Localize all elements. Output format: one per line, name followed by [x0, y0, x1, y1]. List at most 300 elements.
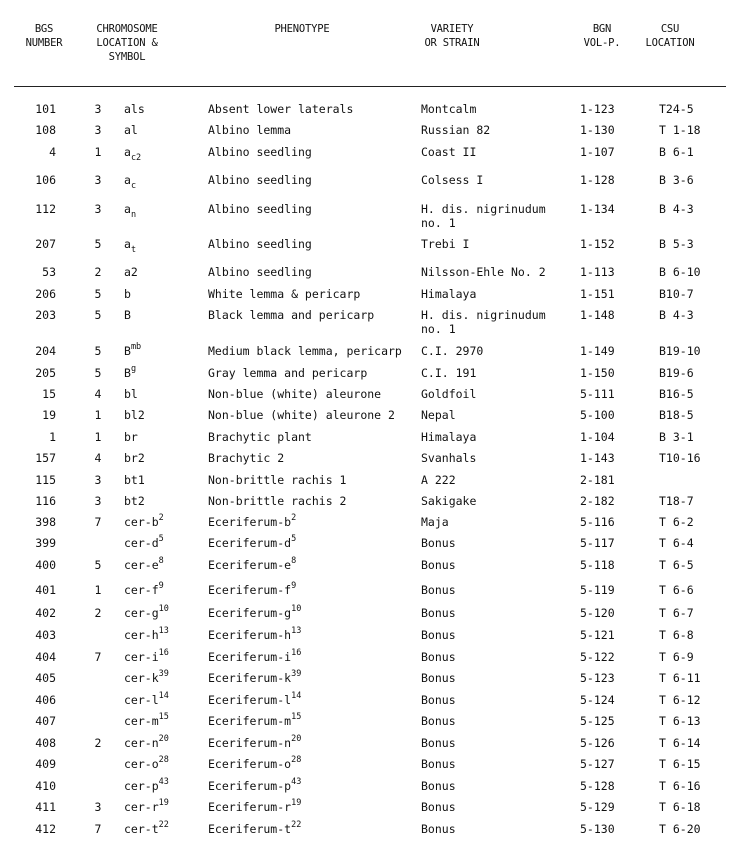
bgn-vol-page-cell — [580, 736, 615, 750]
chromosome-cell-text: 3 — [94, 123, 102, 137]
variety-cell-text: Maja — [421, 515, 449, 529]
bgs-number-cell-text: 115 — [35, 473, 56, 487]
chromosome-cell-text: 1 — [94, 145, 102, 159]
phenotype-cell-text: Eceriferum-r — [208, 800, 292, 814]
phenotype-cell-text: Absent lower laterals — [208, 102, 354, 116]
bgs-number-cell-text: 399 — [35, 536, 56, 550]
variety-cell — [421, 822, 456, 836]
csu-location-cell-text: T 6-12 — [659, 693, 701, 707]
chromosome-cell-text: 3 — [94, 202, 102, 216]
symbol-cell-text: cer-l — [124, 693, 159, 707]
phenotype-cell-text: Gray lemma and pericarp — [208, 366, 368, 380]
chromosome-cell — [90, 822, 106, 836]
variety-cell — [421, 123, 490, 137]
bgn-vol-page-cell — [580, 451, 615, 465]
csu-location-cell — [659, 606, 694, 620]
chromosome-cell — [90, 202, 106, 216]
phenotype-cell — [208, 757, 301, 771]
bgn-vol-page-cell-text: 1-148 — [580, 308, 615, 322]
chromosome-cell — [90, 558, 106, 572]
symbol-cell — [124, 387, 138, 401]
csu-location-cell — [659, 265, 701, 279]
bgs-number-cell-text: 409 — [35, 757, 56, 771]
bgs-number-cell-text: 108 — [35, 123, 56, 137]
symbol-cell-text: a2 — [124, 265, 138, 279]
symbol-cell — [124, 757, 169, 771]
variety-cell — [421, 173, 483, 187]
chromosome-cell — [90, 308, 106, 322]
csu-location-cell — [659, 430, 694, 444]
symbol-cell-text: cer-m — [124, 714, 159, 728]
bgn-vol-page-cell-text: 1-151 — [580, 287, 615, 301]
symbol-cell — [124, 693, 169, 707]
symbol-cell-text: b — [124, 287, 131, 301]
variety-cell — [421, 671, 456, 685]
phenotype-superscript: 28 — [291, 755, 302, 765]
symbol-cell-text: cer-f — [124, 583, 159, 597]
csu-location-cell-text: B16-5 — [659, 387, 694, 401]
variety-cell — [421, 779, 456, 793]
symbol-cell-text: bt2 — [124, 494, 145, 508]
variety-cell-text: Bonus — [421, 693, 456, 707]
bgn-vol-page-cell — [580, 287, 615, 301]
csu-location-cell-text: T 6-13 — [659, 714, 701, 728]
variety-cell-text: Nilsson-Ehle No. 2 — [421, 265, 546, 279]
bgs-number-cell — [26, 650, 56, 664]
bgs-number-cell-text: 400 — [35, 558, 56, 572]
table-row — [0, 308, 734, 338]
variety-cell — [421, 628, 456, 642]
variety-cell-text: Bonus — [421, 628, 456, 642]
bgs-number-cell — [26, 344, 56, 358]
chromosome-cell-text: 2 — [94, 736, 102, 750]
bgn-vol-page-cell-text: 5-120 — [580, 606, 615, 620]
symbol-cell-text: br — [124, 430, 138, 444]
symbol-cell-text: al — [124, 123, 138, 137]
variety-cell — [421, 145, 476, 159]
chromosome-cell — [90, 800, 106, 814]
variety-cell — [421, 757, 456, 771]
symbol-cell-text: cer-d — [124, 536, 159, 550]
symbol-cell — [124, 671, 169, 685]
bgs-number-cell-text: 53 — [42, 265, 56, 279]
csu-location-cell — [659, 408, 694, 422]
variety-cell-text: Bonus — [421, 583, 456, 597]
variety-cell — [421, 473, 456, 487]
csu-location-cell — [659, 800, 701, 814]
chromosome-cell — [90, 387, 106, 401]
symbol-superscript: 5 — [158, 534, 164, 544]
phenotype-cell-text: Eceriferum-e — [208, 558, 292, 572]
csu-location-cell — [659, 287, 694, 301]
symbol-cell — [124, 430, 138, 444]
table-row — [0, 145, 734, 175]
chromosome-cell-text: 2 — [94, 606, 102, 620]
csu-location-cell-text: T 6-16 — [659, 779, 701, 793]
csu-location-cell — [659, 451, 701, 465]
bgs-number-cell — [26, 606, 56, 620]
bgn-vol-page-cell — [580, 606, 615, 620]
phenotype-cell-text: Albino seedling — [208, 202, 312, 216]
variety-cell-text: Montcalm — [421, 102, 477, 116]
variety-cell-text: Colsess I — [421, 173, 484, 187]
phenotype-superscript: 8 — [291, 556, 297, 566]
csu-location-cell — [659, 145, 694, 159]
bgn-vol-page-cell — [580, 102, 615, 116]
variety-cell — [421, 344, 483, 358]
bgs-number-cell — [26, 237, 56, 251]
symbol-cell-text: cer-n — [124, 736, 159, 750]
bgn-vol-page-cell — [580, 344, 615, 358]
csu-location-cell-text: T18-7 — [659, 494, 694, 508]
symbol-cell — [124, 308, 131, 322]
symbol-superscript: 19 — [158, 798, 169, 808]
phenotype-cell — [208, 606, 301, 620]
bgn-vol-page-cell — [580, 494, 615, 508]
csu-location-cell-text: B 5-3 — [659, 237, 694, 251]
phenotype-cell — [208, 671, 301, 685]
csu-location-cell-text: B 3-6 — [659, 173, 694, 187]
bgn-vol-page-cell — [580, 714, 615, 728]
variety-cell-text: Bonus — [421, 671, 456, 685]
phenotype-cell-text: White lemma & pericarp — [208, 287, 361, 301]
chromosome-cell-text: 4 — [94, 387, 102, 401]
symbol-superscript: 14 — [158, 691, 169, 701]
variety-cell — [421, 430, 476, 444]
symbol-cell — [124, 451, 145, 465]
bgs-number-cell — [26, 583, 56, 597]
bgs-number-cell — [26, 145, 56, 159]
csu-location-cell-text: T24-5 — [659, 102, 694, 116]
phenotype-cell-text: Eceriferum-f — [208, 583, 292, 597]
csu-location-cell — [659, 583, 694, 597]
variety-cell — [421, 494, 476, 508]
phenotype-superscript: 2 — [291, 513, 297, 523]
chromosome-cell-text: 1 — [94, 408, 102, 422]
csu-location-cell-text: B18-5 — [659, 408, 694, 422]
chromosome-cell — [90, 408, 106, 422]
bgs-number-cell-text: 406 — [35, 693, 56, 707]
bgn-vol-page-cell — [580, 650, 615, 664]
bgs-number-cell — [26, 451, 56, 465]
bgn-vol-page-cell-text: 5-124 — [580, 693, 615, 707]
csu-location-cell — [659, 387, 694, 401]
csu-location-cell-text: T 6-14 — [659, 736, 701, 750]
bgs-number-cell — [26, 779, 56, 793]
phenotype-cell — [208, 558, 296, 572]
variety-cell-text: C.I. 191 — [421, 366, 477, 380]
phenotype-cell-text: Non-brittle rachis 1 — [208, 473, 347, 487]
bgs-number-cell-text: 412 — [35, 822, 56, 836]
symbol-cell-text: cer-r — [124, 800, 159, 814]
variety-cell-text: H. dis. nigrinudum no. 1 — [421, 202, 546, 230]
phenotype-cell — [208, 693, 301, 707]
bgs-number-cell — [26, 714, 56, 728]
phenotype-cell-text: Brachytic plant — [208, 430, 312, 444]
variety-cell-text: Sakigake — [421, 494, 477, 508]
symbol-cell — [124, 202, 137, 220]
symbol-cell-text: a — [124, 202, 131, 216]
chromosome-cell — [90, 265, 106, 279]
csu-location-cell-text: T 6-8 — [659, 628, 694, 642]
bgs-number-cell-text: 106 — [35, 173, 56, 187]
phenotype-cell-text: Non-blue (white) aleurone 2 — [208, 408, 395, 422]
bgs-number-cell — [26, 515, 56, 529]
variety-cell-text: Bonus — [421, 736, 456, 750]
symbol-cell-text: cer-t — [124, 822, 159, 836]
phenotype-superscript: 10 — [291, 604, 302, 614]
variety-cell-text: A 222 — [421, 473, 456, 487]
phenotype-cell — [208, 536, 296, 550]
csu-location-cell — [659, 714, 701, 728]
symbol-superscript: g — [130, 364, 137, 374]
bgn-vol-page-cell — [580, 779, 615, 793]
phenotype-cell — [208, 430, 312, 444]
csu-location-cell-text: B 6-1 — [659, 145, 694, 159]
chromosome-cell-text: 3 — [94, 473, 102, 487]
symbol-cell — [124, 800, 169, 814]
phenotype-superscript: 39 — [291, 669, 302, 679]
bgs-number-cell-text: 401 — [35, 583, 56, 597]
symbol-superscript: 9 — [158, 581, 164, 591]
chromosome-cell — [90, 123, 106, 137]
phenotype-cell — [208, 650, 301, 664]
bgn-vol-page-cell-text: 1-113 — [580, 265, 615, 279]
bgn-vol-page-cell-text: 5-127 — [580, 757, 615, 771]
bgs-number-cell-text: 112 — [35, 202, 56, 216]
symbol-cell — [124, 736, 169, 750]
variety-cell — [421, 451, 476, 465]
csu-location-cell-text: T 6-7 — [659, 606, 694, 620]
header-variety-or-strain: VARIETY OR STRAIN — [424, 23, 480, 49]
bgn-vol-page-cell-text: 1-134 — [580, 202, 615, 216]
symbol-cell-text: cer-g — [124, 606, 159, 620]
phenotype-cell — [208, 494, 346, 508]
bgs-number-cell — [26, 102, 56, 116]
bgs-number-cell — [26, 366, 56, 380]
bgs-number-cell-text: 404 — [35, 650, 56, 664]
table-row — [0, 822, 734, 852]
phenotype-cell-text: Eceriferum-o — [208, 757, 292, 771]
bgn-vol-page-cell — [580, 822, 615, 836]
symbol-cell — [124, 123, 138, 137]
csu-location-cell — [659, 628, 694, 642]
phenotype-cell — [208, 451, 284, 465]
header-phenotype: PHENOTYPE — [274, 23, 330, 35]
chromosome-cell-text: 5 — [94, 366, 102, 380]
chromosome-cell-text: 2 — [94, 265, 102, 279]
csu-location-cell — [659, 344, 701, 358]
chromosome-cell-text: 5 — [94, 287, 102, 301]
symbol-cell — [124, 628, 169, 642]
bgs-number-cell-text: 407 — [35, 714, 56, 728]
header-bgn-vol-p: BGN VOL-P. — [583, 23, 621, 49]
bgn-vol-page-cell — [580, 265, 615, 279]
symbol-cell-text: B — [124, 308, 131, 322]
table-row — [0, 202, 734, 232]
chromosome-cell — [90, 287, 106, 301]
bgn-vol-page-cell-text: 5-117 — [580, 536, 615, 550]
phenotype-cell — [208, 123, 291, 137]
variety-cell-text: Bonus — [421, 558, 456, 572]
phenotype-cell — [208, 800, 301, 814]
bgn-vol-page-cell — [580, 366, 615, 380]
bgs-number-cell-text: 203 — [35, 308, 56, 322]
csu-location-cell-text: B19-10 — [659, 344, 701, 358]
bgn-vol-page-cell-text: 5-125 — [580, 714, 615, 728]
symbol-cell — [124, 366, 136, 380]
symbol-superscript: 20 — [158, 734, 169, 744]
variety-cell — [421, 202, 546, 230]
csu-location-cell-text: T 6-5 — [659, 558, 694, 572]
bgs-number-cell — [26, 173, 56, 187]
phenotype-cell-text: Non-blue (white) aleurone — [208, 387, 382, 401]
csu-location-cell — [659, 308, 694, 322]
phenotype-cell — [208, 344, 402, 358]
symbol-superscript: 10 — [158, 604, 169, 614]
csu-location-cell-text: B 4-3 — [659, 202, 694, 216]
bgs-number-cell-text: 116 — [35, 494, 56, 508]
csu-location-cell — [659, 494, 694, 508]
phenotype-cell-text: Black lemma and pericarp — [208, 308, 375, 322]
phenotype-superscript: 5 — [291, 534, 297, 544]
variety-cell — [421, 736, 456, 750]
variety-cell — [421, 558, 456, 572]
bgs-number-cell — [26, 736, 56, 750]
bgs-number-cell-text: 411 — [35, 800, 56, 814]
symbol-superscript: mb — [130, 342, 142, 352]
csu-location-cell — [659, 237, 694, 251]
bgn-vol-page-cell — [580, 558, 615, 572]
bgn-vol-page-cell — [580, 387, 615, 401]
csu-location-cell — [659, 102, 694, 116]
variety-cell-text: Himalaya — [421, 287, 477, 301]
variety-cell — [421, 287, 476, 301]
csu-location-cell-text: B 4-3 — [659, 308, 694, 322]
csu-location-cell — [659, 671, 701, 685]
chromosome-cell-text: 5 — [94, 344, 102, 358]
bgn-vol-page-cell-text: 5-122 — [580, 650, 615, 664]
phenotype-cell-text: Eceriferum-n — [208, 736, 292, 750]
chromosome-cell — [90, 515, 106, 529]
phenotype-cell-text: Eceriferum-p — [208, 779, 292, 793]
variety-cell-text: Bonus — [421, 800, 456, 814]
symbol-cell-text: als — [124, 102, 145, 116]
chromosome-cell — [90, 344, 106, 358]
csu-location-cell-text: T 6-6 — [659, 583, 694, 597]
symbol-cell-text: a — [124, 145, 131, 159]
csu-location-cell — [659, 757, 701, 771]
bgs-number-cell — [26, 822, 56, 836]
phenotype-cell-text: Brachytic 2 — [208, 451, 285, 465]
chromosome-cell — [90, 473, 106, 487]
phenotype-cell — [208, 714, 301, 728]
variety-cell-text: Himalaya — [421, 430, 477, 444]
phenotype-cell-text: Eceriferum-m — [208, 714, 292, 728]
symbol-cell — [124, 494, 145, 508]
variety-cell-text: Bonus — [421, 714, 456, 728]
bgn-vol-page-cell-text: 5-121 — [580, 628, 615, 642]
bgs-number-cell — [26, 287, 56, 301]
bgn-vol-page-cell — [580, 123, 615, 137]
phenotype-superscript: 43 — [291, 777, 302, 787]
phenotype-cell — [208, 515, 296, 529]
bgs-number-cell-text: 1 — [49, 430, 56, 444]
bgn-vol-page-cell-text: 1-149 — [580, 344, 615, 358]
bgn-vol-page-cell-text: 1-128 — [580, 173, 615, 187]
symbol-cell — [124, 237, 137, 255]
symbol-cell — [124, 536, 164, 550]
symbol-cell-text: cer-b — [124, 515, 159, 529]
symbol-cell — [124, 714, 169, 728]
chromosome-cell — [90, 736, 106, 750]
symbol-cell — [124, 558, 164, 572]
header-csu-location: CSU LOCATION — [645, 23, 695, 49]
bgs-number-cell-text: 403 — [35, 628, 56, 642]
symbol-superscript: 2 — [158, 513, 164, 523]
phenotype-superscript: 20 — [291, 734, 302, 744]
table-row — [0, 173, 734, 203]
bgs-number-cell-text: 15 — [42, 387, 56, 401]
bgs-number-cell-text: 204 — [35, 344, 56, 358]
phenotype-cell — [208, 628, 301, 642]
bgs-number-cell-text: 207 — [35, 237, 56, 251]
phenotype-superscript: 22 — [291, 820, 302, 830]
variety-cell-text: Svanhals — [421, 451, 477, 465]
chromosome-cell — [90, 366, 106, 380]
bgs-number-cell — [26, 494, 56, 508]
bgs-number-cell — [26, 558, 56, 572]
bgn-vol-page-cell-text: 1-152 — [580, 237, 615, 251]
symbol-cell-text: cer-e — [124, 558, 159, 572]
chromosome-cell — [90, 583, 106, 597]
bgn-vol-page-cell-text: 1-104 — [580, 430, 615, 444]
phenotype-superscript: 13 — [291, 626, 302, 636]
chromosome-cell-text: 5 — [94, 558, 102, 572]
bgn-vol-page-cell — [580, 583, 615, 597]
symbol-cell — [124, 473, 145, 487]
csu-location-cell — [659, 515, 694, 529]
symbol-cell-text: cer-o — [124, 757, 159, 771]
variety-cell — [421, 536, 456, 550]
symbol-superscript: 8 — [158, 556, 164, 566]
bgn-vol-page-cell-text: 1-143 — [580, 451, 615, 465]
chromosome-cell — [90, 494, 106, 508]
variety-cell — [421, 650, 456, 664]
chromosome-cell — [90, 237, 106, 251]
bgn-vol-page-cell — [580, 671, 615, 685]
symbol-cell — [124, 583, 164, 597]
bgn-vol-page-cell — [580, 237, 615, 251]
symbol-cell-text: bt1 — [124, 473, 145, 487]
variety-cell-text: Bonus — [421, 822, 456, 836]
bgs-number-cell-text: 205 — [35, 366, 56, 380]
chromosome-cell — [90, 173, 106, 187]
variety-cell-text: Bonus — [421, 650, 456, 664]
chromosome-cell-text: 7 — [94, 822, 102, 836]
bgn-vol-page-cell-text: 5-118 — [580, 558, 615, 572]
bgn-vol-page-cell-text: 5-111 — [580, 387, 615, 401]
bgn-vol-page-cell — [580, 202, 615, 216]
phenotype-cell — [208, 473, 346, 487]
phenotype-cell — [208, 408, 395, 422]
bgs-number-cell — [26, 265, 56, 279]
symbol-cell-text: a — [124, 237, 131, 251]
bgn-vol-page-cell — [580, 430, 615, 444]
variety-cell — [421, 237, 469, 251]
variety-cell — [421, 606, 456, 620]
csu-location-cell — [659, 366, 694, 380]
